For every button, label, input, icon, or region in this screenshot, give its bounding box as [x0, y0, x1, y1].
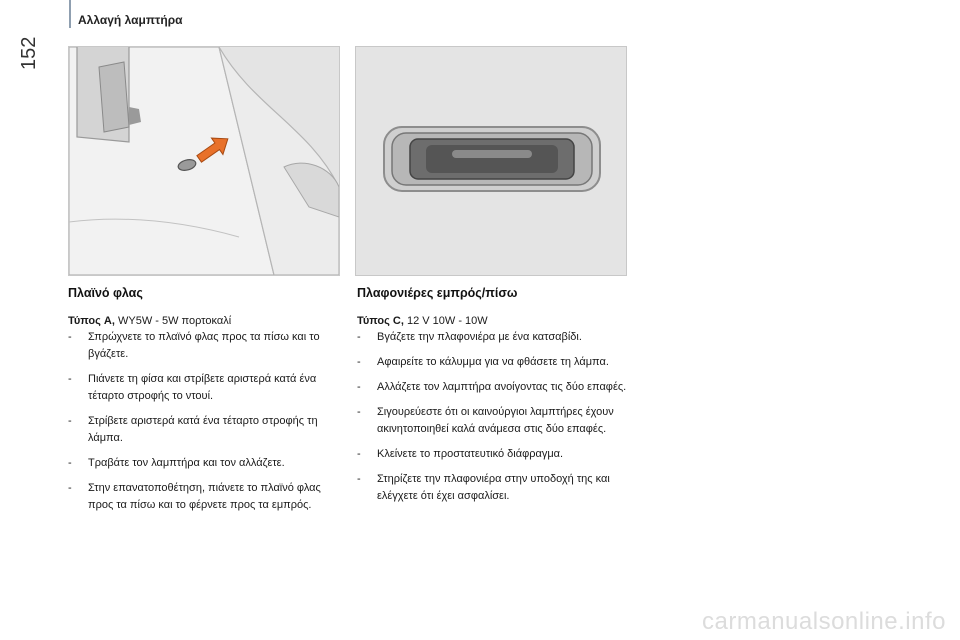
header-accent-bar	[69, 0, 71, 28]
ceiling-lamp-illustration	[355, 46, 627, 276]
step-dash: -	[357, 406, 361, 418]
watermark: carmanualsonline.info	[702, 608, 946, 635]
step-text: Πιάνετε τη φίσα και στρίβετε αριστερά κατά ένα τέταρτο στροφής το ντουί.	[88, 373, 317, 402]
bulb-type-line	[357, 314, 637, 329]
bulb-type-label: Τύπος C,	[357, 315, 404, 327]
ceiling-lamp-drawing	[356, 47, 626, 275]
step-text: Βγάζετε την πλαφονιέρα με ένα κατσαβίδι.	[377, 331, 582, 343]
van-side-indicator-drawing	[69, 47, 339, 275]
side-indicator-section	[68, 286, 348, 522]
bulb-type-line	[68, 314, 348, 329]
step-dash: -	[357, 356, 361, 368]
step-dash: -	[357, 331, 361, 343]
step-dash: -	[357, 473, 361, 485]
step-item	[357, 354, 637, 371]
step-text: Στρίβετε αριστερά κατά ένα τέταρτο στροφής τη λάμπα.	[88, 415, 318, 444]
side-indicator-illustration	[68, 46, 340, 276]
ceiling-lamp-heading: Πλαφονιέρες εμπρός/πίσω	[357, 286, 518, 300]
step-item	[68, 480, 348, 514]
bulb-type-value: 12 V 10W - 10W	[403, 315, 488, 327]
step-text: Τραβάτε τον λαμπτήρα και τον αλλάζετε.	[88, 457, 285, 469]
page-number: 152	[18, 36, 40, 70]
step-text: Σπρώχνετε το πλαϊνό φλας προς τα πίσω και το βγάζετε.	[88, 331, 320, 360]
step-item	[68, 413, 348, 447]
step-item	[357, 379, 637, 396]
step-text: Κλείνετε το προστατευτικό διάφραγμα.	[377, 448, 564, 460]
step-dash: -	[357, 381, 361, 393]
bulb-type-label: Τύπος A,	[68, 315, 115, 327]
side-indicator-steps	[68, 329, 348, 514]
bulb-type-value: WY5W - 5W πορτοκαλί	[114, 315, 232, 327]
step-item	[68, 329, 348, 363]
step-text: Αφαιρείτε το κάλυμμα για να φθάσετε τη λάμπα.	[377, 356, 609, 368]
ceiling-lamp-section	[357, 286, 637, 513]
step-text: Σιγουρεύεστε ότι οι καινούργιοι λαμπτήρες έχουν ακινητοποιηθεί καλά ανάμεσα στις δύο επαφές.	[377, 406, 614, 435]
step-dash: -	[68, 457, 72, 469]
step-dash: -	[357, 448, 361, 460]
step-dash: -	[68, 373, 72, 385]
step-item	[68, 371, 348, 405]
step-text: Στην επανατοποθέτηση, πιάνετε το πλαϊνό φλας προς τα πίσω και το φέρνετε προς τα εμπρός.	[88, 482, 321, 511]
step-dash: -	[68, 415, 72, 427]
step-item	[357, 404, 637, 438]
step-dash: -	[68, 331, 72, 343]
step-item	[68, 455, 348, 472]
step-item	[357, 329, 637, 346]
step-dash: -	[68, 482, 72, 494]
step-text: Στηρίζετε την πλαφονιέρα στην υποδοχή της και ελέγχετε ότι έχει ασφαλίσει.	[377, 473, 610, 502]
step-item	[357, 471, 637, 505]
page-title: Αλλαγή λαμπτήρα	[78, 13, 183, 27]
step-item	[357, 446, 637, 463]
side-indicator-heading: Πλαϊνό φλας	[68, 286, 143, 300]
step-text: Αλλάζετε τον λαμπτήρα ανοίγοντας τις δύο επαφές.	[377, 381, 627, 393]
ceiling-lamp-steps	[357, 329, 637, 505]
